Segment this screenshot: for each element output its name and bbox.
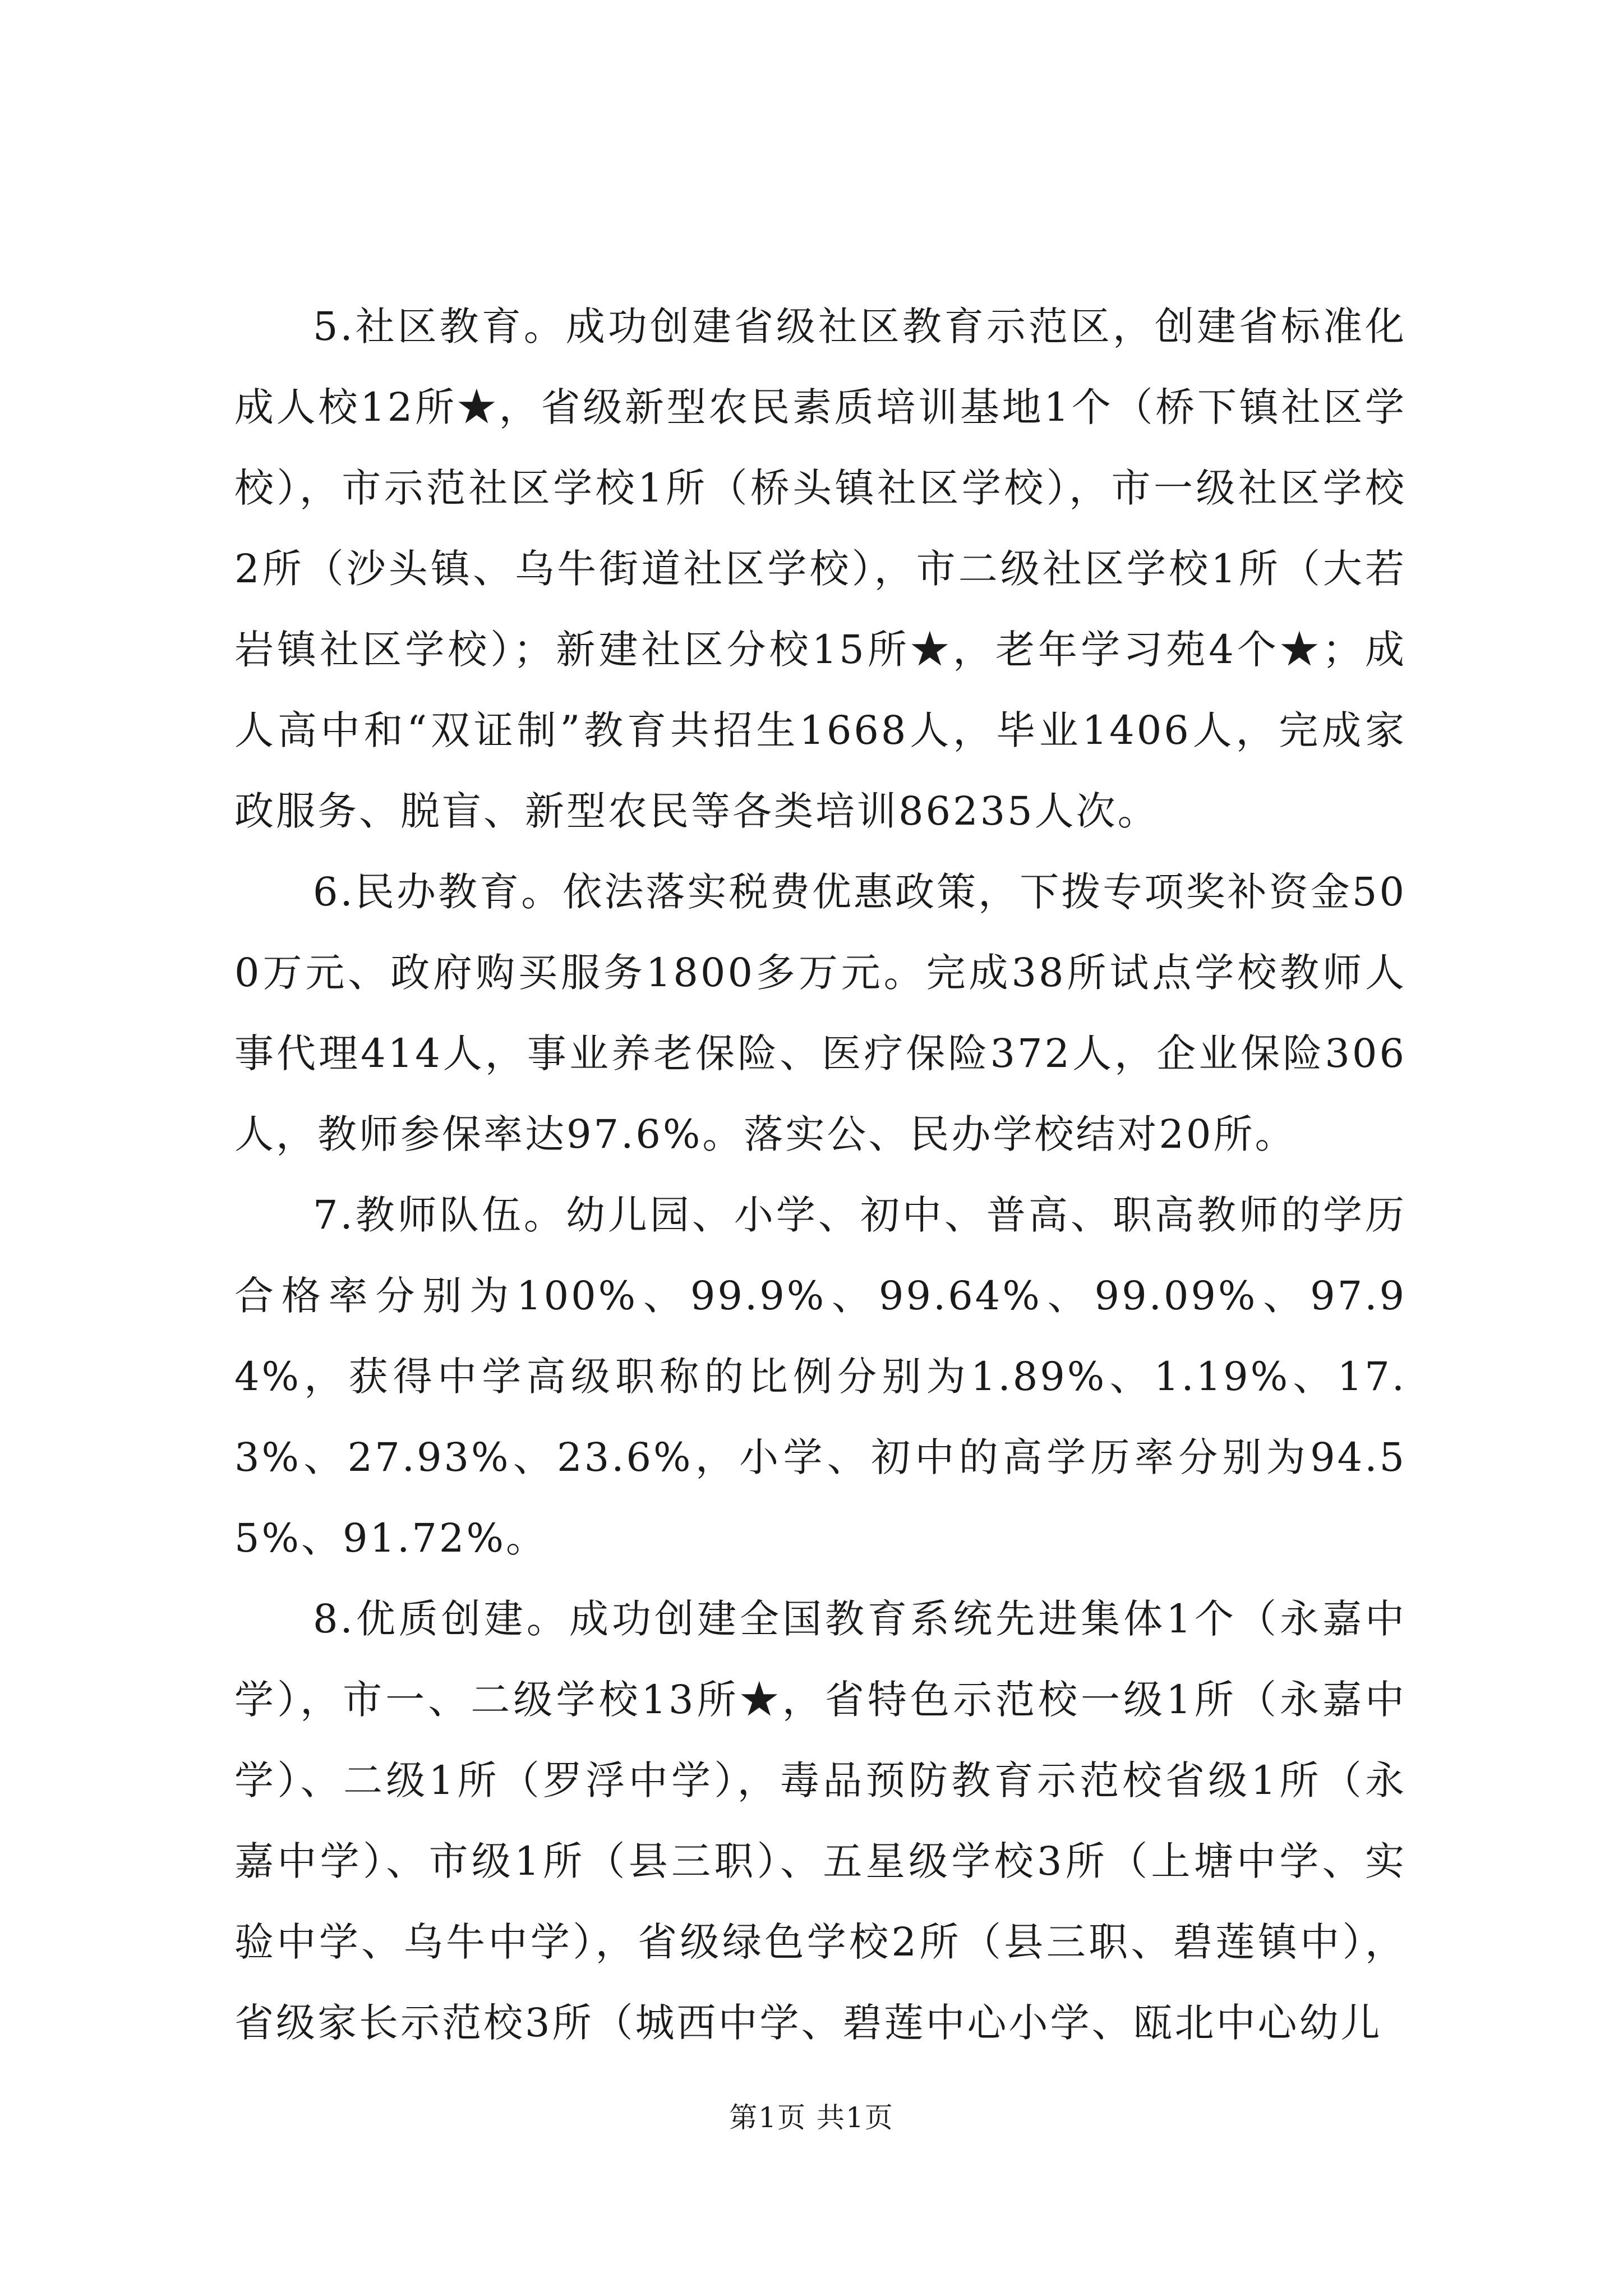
- paragraph-community-education: 5.社区教育。成功创建省级社区教育示范区，创建省标准化成人校12所★，省级新型农民素质培训基地1个（桥下镇社区学校），市示范社区学校1所（桥头镇社区学校），市一级社区学校2所（沙头镇、乌牛街道社区学校），市二级社区学校1所（大若岩镇社区学校）；新建社区分校15所★，老年学习苑4个★；成人高中和“双证制”教育共招生1668人，毕业1406人，完成家政服务、脱盲、新型农民等各类培训86235人次。: [234, 303, 1407, 834]
- document-body: [234, 286, 1407, 2063]
- page-footer: 第1页 共1页: [729, 2101, 894, 2134]
- paragraph-teacher-team: 7.教师队伍。幼儿园、小学、初中、普高、职高教师的学历合格率分别为100%、99.9%、99.64%、99.09%、97.94%，获得中学高级职称的比例分别为1.89%、1.19%、17.3%、27.93%、23.6%，小学、初中的高学历率分别为94.55%、91.72%。: [234, 1192, 1407, 1561]
- paragraph-quality-creation: 8.优质创建。成功创建全国教育系统先进集体1个（永嘉中学），市一、二级学校13所★，省特色示范校一级1所（永嘉中学）、二级1所（罗浮中学），毒品预防教育示范校省级1所（永嘉中学）、市级1所（县三职）、五星级学校3所（上塘中学、实验中学、乌牛中学），省级绿色学校2所（县三职、碧莲镇中），省级家长示范校3所（城西中学、碧莲中心小学、瓯北中心幼儿: [234, 1596, 1407, 2046]
- paragraph-private-education: 6.民办教育。依法落实税费优惠政策，下拨专项奖补资金500万元、政府购买服务1800多万元。完成38所试点学校教师人事代理414人，事业养老保险、医疗保险372人，企业保险306人，教师参保率达97.6%。落实公、民办学校结对20所。: [234, 869, 1407, 1157]
